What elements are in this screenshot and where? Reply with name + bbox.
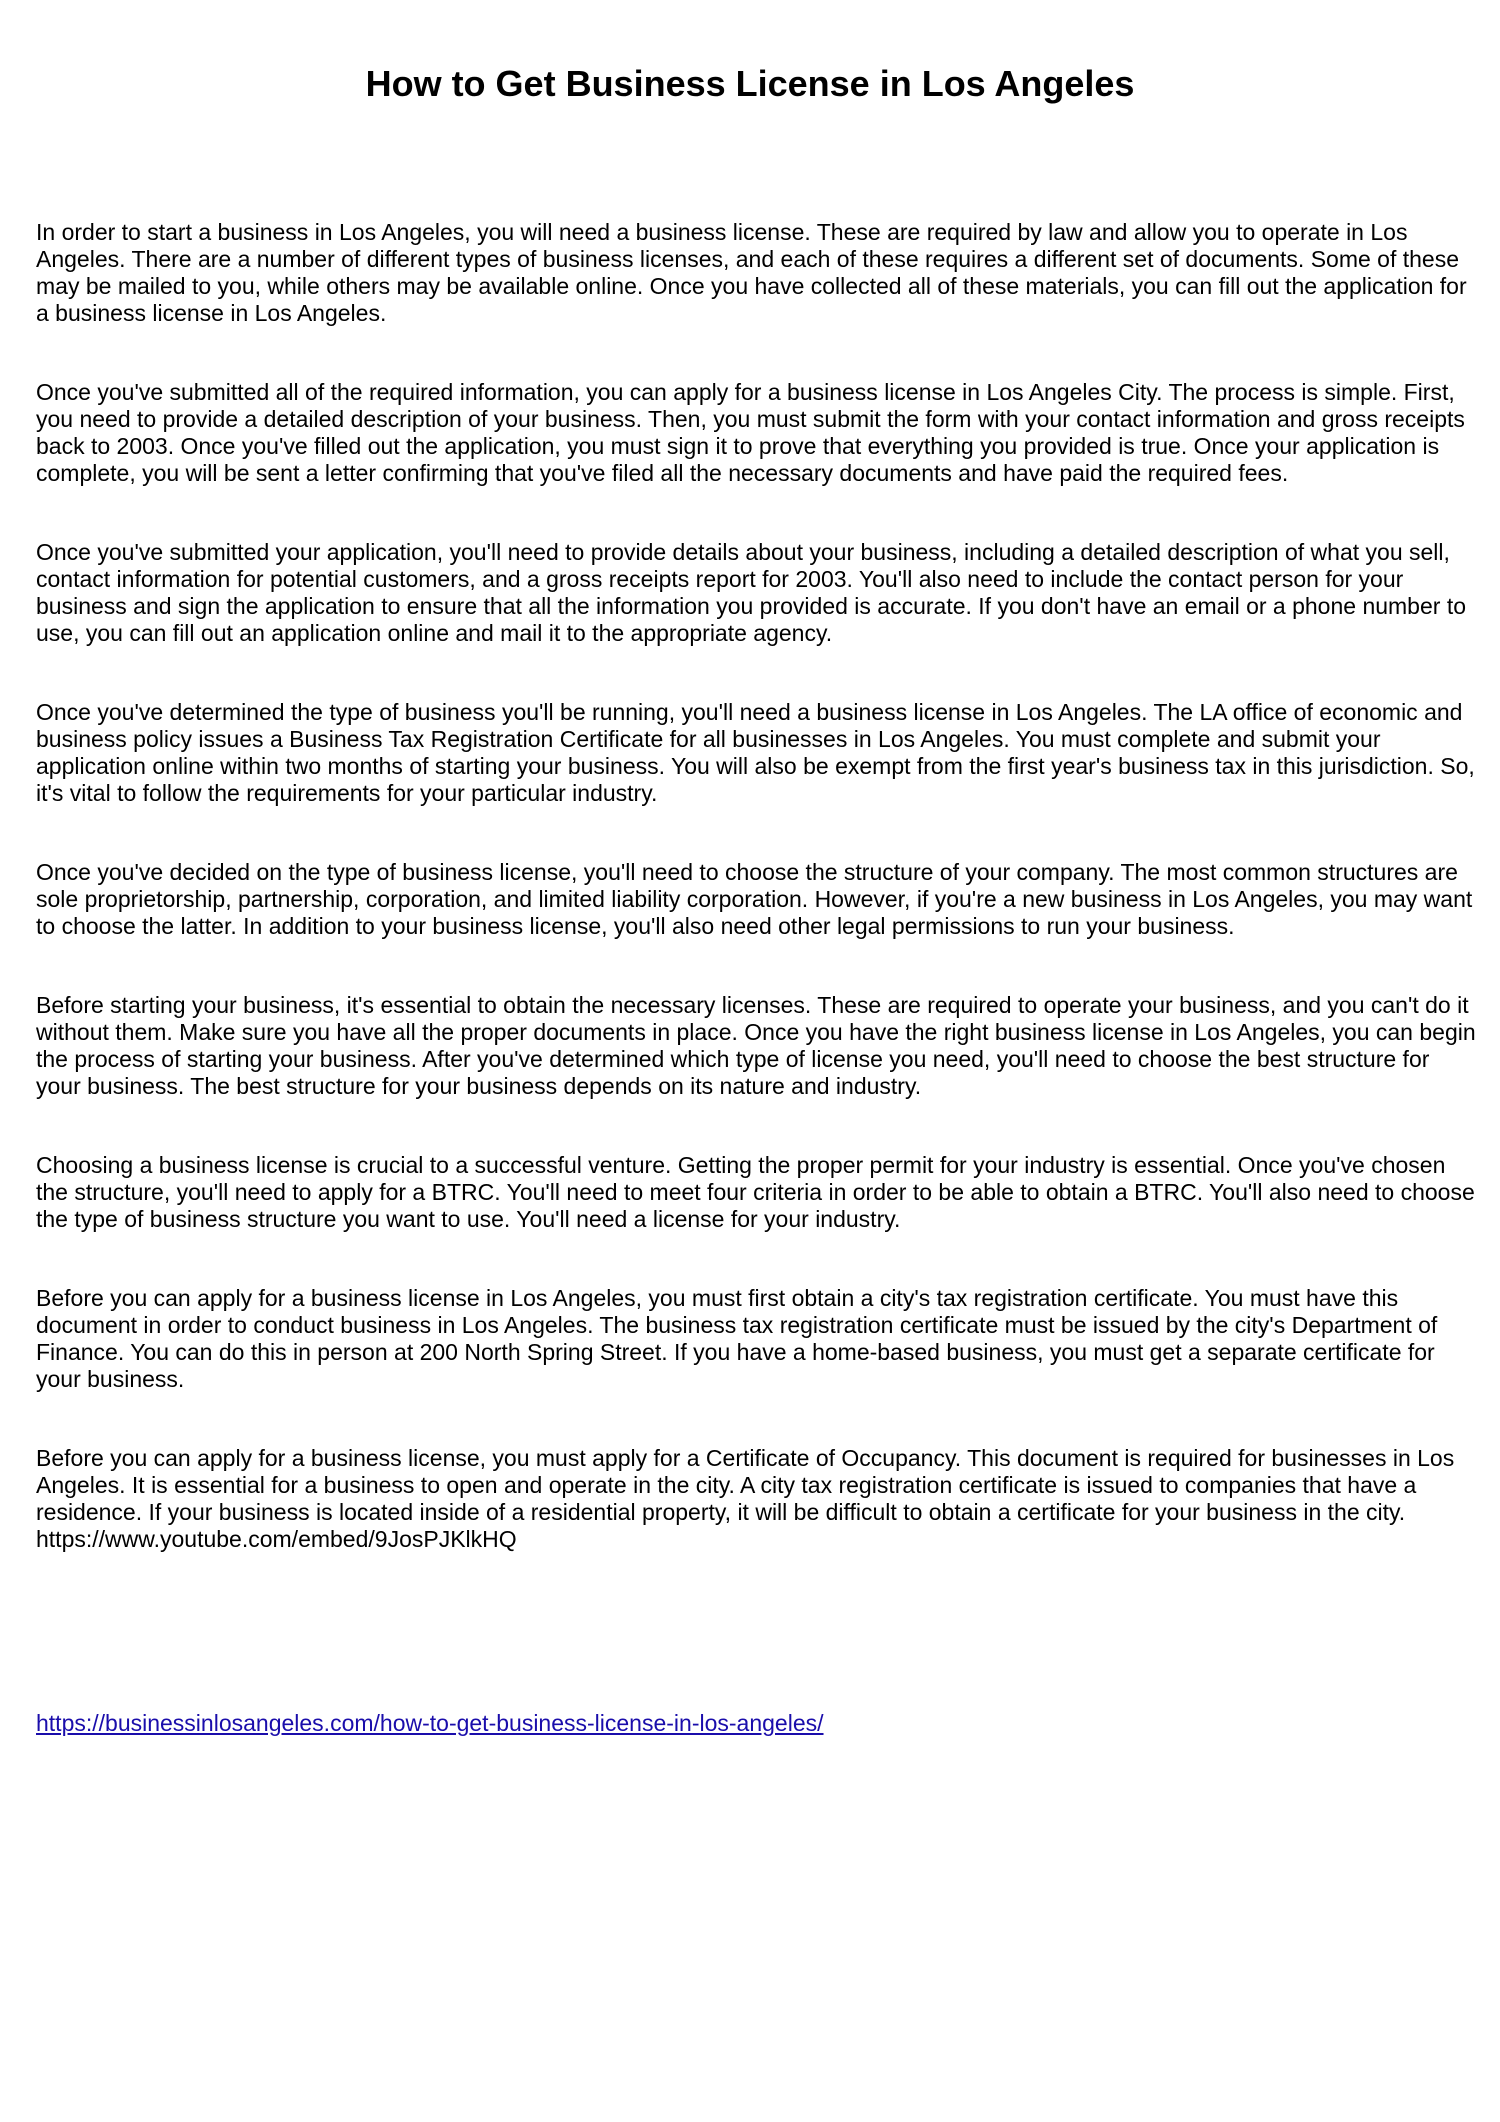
paragraph-8: Before you can apply for a business license in Los Angeles, you must first obtain a city's tax registration certificate. You must have this document in order to conduct business in Los Angeles. The business tax registration certificate must be issued by the city's Department of Finance. You can do this in person at 200 North Spring Street. If you have a home-based business, you must get a separate certificate for your business. xyxy=(36,1285,1438,1392)
article-body xyxy=(36,219,1476,1605)
paragraph-5: Once you've decided on the type of business license, you'll need to choose the structure of your company. The most common structures are sole proprietorship, partnership, corporation, and limited liability corporation. However, if you're a new business in Los Angeles, you may want to choose the latter. In addition to your business license, you'll also need other legal permissions to run your business. xyxy=(36,859,1473,939)
paragraph-9: Before you can apply for a business license, you must apply for a Certificate of Occupancy. This document is required for businesses in Los Angeles. It is essential for a business to open and operate in the city. A city tax registration certificate is issued to companies that have a residence. If your business is located inside of a residential property, it will be difficult to obtain a certificate for your business in the city. https://www.youtube.com/embed/9JosPJKlkHQ xyxy=(36,1445,1455,1552)
page-title: How to Get Business License in Los Angeles xyxy=(365,63,1135,104)
paragraph-1: In order to start a business in Los Angeles, you will need a business license. These are required by law and allow you to operate in Los Angeles. There are a number of different types of business licenses, and each of these requires a different set of documents. Some of these may be mailed to you, while others may be available online. Once you have collected all of these materials, you can fill out the application for a business license in Los Angeles. xyxy=(36,219,1467,326)
source-link[interactable]: https://businessinlosangeles.com/how-to-get-business-license-in-los-angeles/ xyxy=(36,1710,824,1736)
paragraph-3: Once you've submitted your application, you'll need to provide details about your business, including a detailed description of what you sell, contact information for potential customers, and a gross receipts report for 2003. You'll also need to include the contact person for your business and sign the application to ensure that all the information you provided is accurate. If you don't have an email or a phone number to use, you can fill out an application online and mail it to the appropriate agency. xyxy=(36,539,1466,646)
paragraph-2: Once you've submitted all of the required information, you can apply for a business license in Los Angeles City. The process is simple. First, you need to provide a detailed description of your business. Then, you must submit the form with your contact information and gross receipts back to 2003. Once you've filled out the application, you must sign it to prove that everything you provided is true. Once your application is complete, you will be sent a letter confirming that you've filed all the necessary documents and have paid the required fees. xyxy=(36,379,1465,486)
paragraph-6: Before starting your business, it's essential to obtain the necessary licenses. These are required to operate your business, and you can't do it without them. Make sure you have all the proper documents in place. Once you have the right business license in Los Angeles, you can begin the process of starting your business. After you've determined which type of license you need, you'll need to choose the best structure for your business. The best structure for your business depends on its nature and industry. xyxy=(36,992,1476,1099)
paragraph-4: Once you've determined the type of business you'll be running, you'll need a business license in Los Angeles. The LA office of economic and business policy issues a Business Tax Registration Certificate for all businesses in Los Angeles. You must complete and submit your application online within two months of starting your business. You will also be exempt from the first year's business tax in this jurisdiction. So, it's vital to follow the requirements for your particular industry. xyxy=(36,699,1475,806)
paragraph-7: Choosing a business license is crucial to a successful venture. Getting the proper permit for your industry is essential. Once you've chosen the structure, you'll need to apply for a BTRC. You'll need to meet four criteria in order to be able to obtain a BTRC. You'll also need to choose the type of business structure you want to use. You'll need a license for your industry. xyxy=(36,1152,1475,1232)
